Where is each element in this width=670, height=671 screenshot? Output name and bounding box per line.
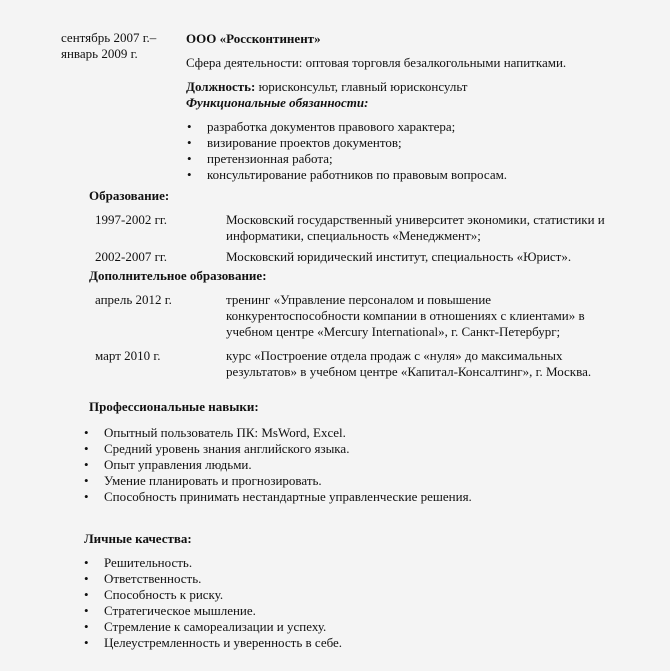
list-item: • Стремление к самореализации и успеху. xyxy=(104,619,644,635)
education-title: Образование: xyxy=(89,188,170,203)
job-period-end: январь 2009 г. xyxy=(61,46,138,61)
additional-education-line: результатов» в учебном центре «Капитал-Консалтинг», г. Москва. xyxy=(226,364,592,379)
additional-education-period: март 2010 г. xyxy=(95,348,161,363)
additional-education-line: конкурентоспособности компании в отношениях с клиентами» в xyxy=(226,308,585,323)
additional-education-line: учебном центре «Mercury International», г. Санкт-Петербург; xyxy=(226,324,561,339)
additional-education-period: апрель 2012 г. xyxy=(95,292,172,307)
skills-title: Профессиональные навыки: xyxy=(89,399,259,414)
education-description xyxy=(226,249,656,265)
list-item: • консультирование работников по правовым вопросам. xyxy=(207,167,656,183)
education-line: Московский государственный университет экономики, статистики и xyxy=(226,212,605,227)
job-details xyxy=(186,31,656,183)
list-item: • Опыт управления людьми. xyxy=(104,457,644,473)
list-item: • Способность принимать нестандартные управленческие решения. xyxy=(104,489,644,505)
list-item: • визирование проектов документов; xyxy=(207,135,656,151)
additional-education-description xyxy=(226,292,656,340)
education-line: Московский юридический институт, специальность «Юрист». xyxy=(226,249,572,264)
duties-list xyxy=(207,119,656,183)
personal-list xyxy=(104,555,644,651)
list-item: • Стратегическое мышление. xyxy=(104,603,644,619)
education-period: 1997-2002 гг. xyxy=(95,212,168,227)
list-item: • претензионная работа; xyxy=(207,151,656,167)
additional-education-line: тренинг «Управление персоналом и повышение xyxy=(226,292,492,307)
education-description xyxy=(226,212,656,244)
list-item: • Ответственность. xyxy=(104,571,644,587)
list-item: • Опытный пользователь ПК: MsWord, Excel. xyxy=(104,425,644,441)
position-label: Должность: xyxy=(186,79,256,94)
list-item: • Способность к риску. xyxy=(104,587,644,603)
additional-education-description xyxy=(226,348,656,380)
list-item: • Средний уровень знания английского языка. xyxy=(104,441,644,457)
additional-education-title: Дополнительное образование: xyxy=(89,268,267,283)
position-value: юрисконсульт, главный юрисконсульт xyxy=(255,79,468,94)
job-period-start: сентябрь 2007 г.– xyxy=(61,30,157,45)
duties-title: Функциональные обязанности: xyxy=(186,95,369,110)
personal-title: Личные качества: xyxy=(84,531,192,546)
company-activity: Сфера деятельности: оптовая торговля безалкогольными напитками. xyxy=(186,55,567,70)
skills-list xyxy=(104,425,644,505)
list-item: • Целеустремленность и уверенность в себе. xyxy=(104,635,644,651)
company-name: ООО «Россконтинент» xyxy=(186,31,321,46)
list-item: • разработка документов правового характера; xyxy=(207,119,656,135)
list-item: • Решительность. xyxy=(104,555,644,571)
additional-education-line: курс «Построение отдела продаж с «нуля» до максимальных xyxy=(226,348,563,363)
education-line: информатики, специальность «Менеджмент»; xyxy=(226,228,481,243)
education-period: 2002-2007 гг. xyxy=(95,249,168,264)
list-item: • Умение планировать и прогнозировать. xyxy=(104,473,644,489)
job-position xyxy=(186,79,656,95)
job-period xyxy=(61,30,156,62)
